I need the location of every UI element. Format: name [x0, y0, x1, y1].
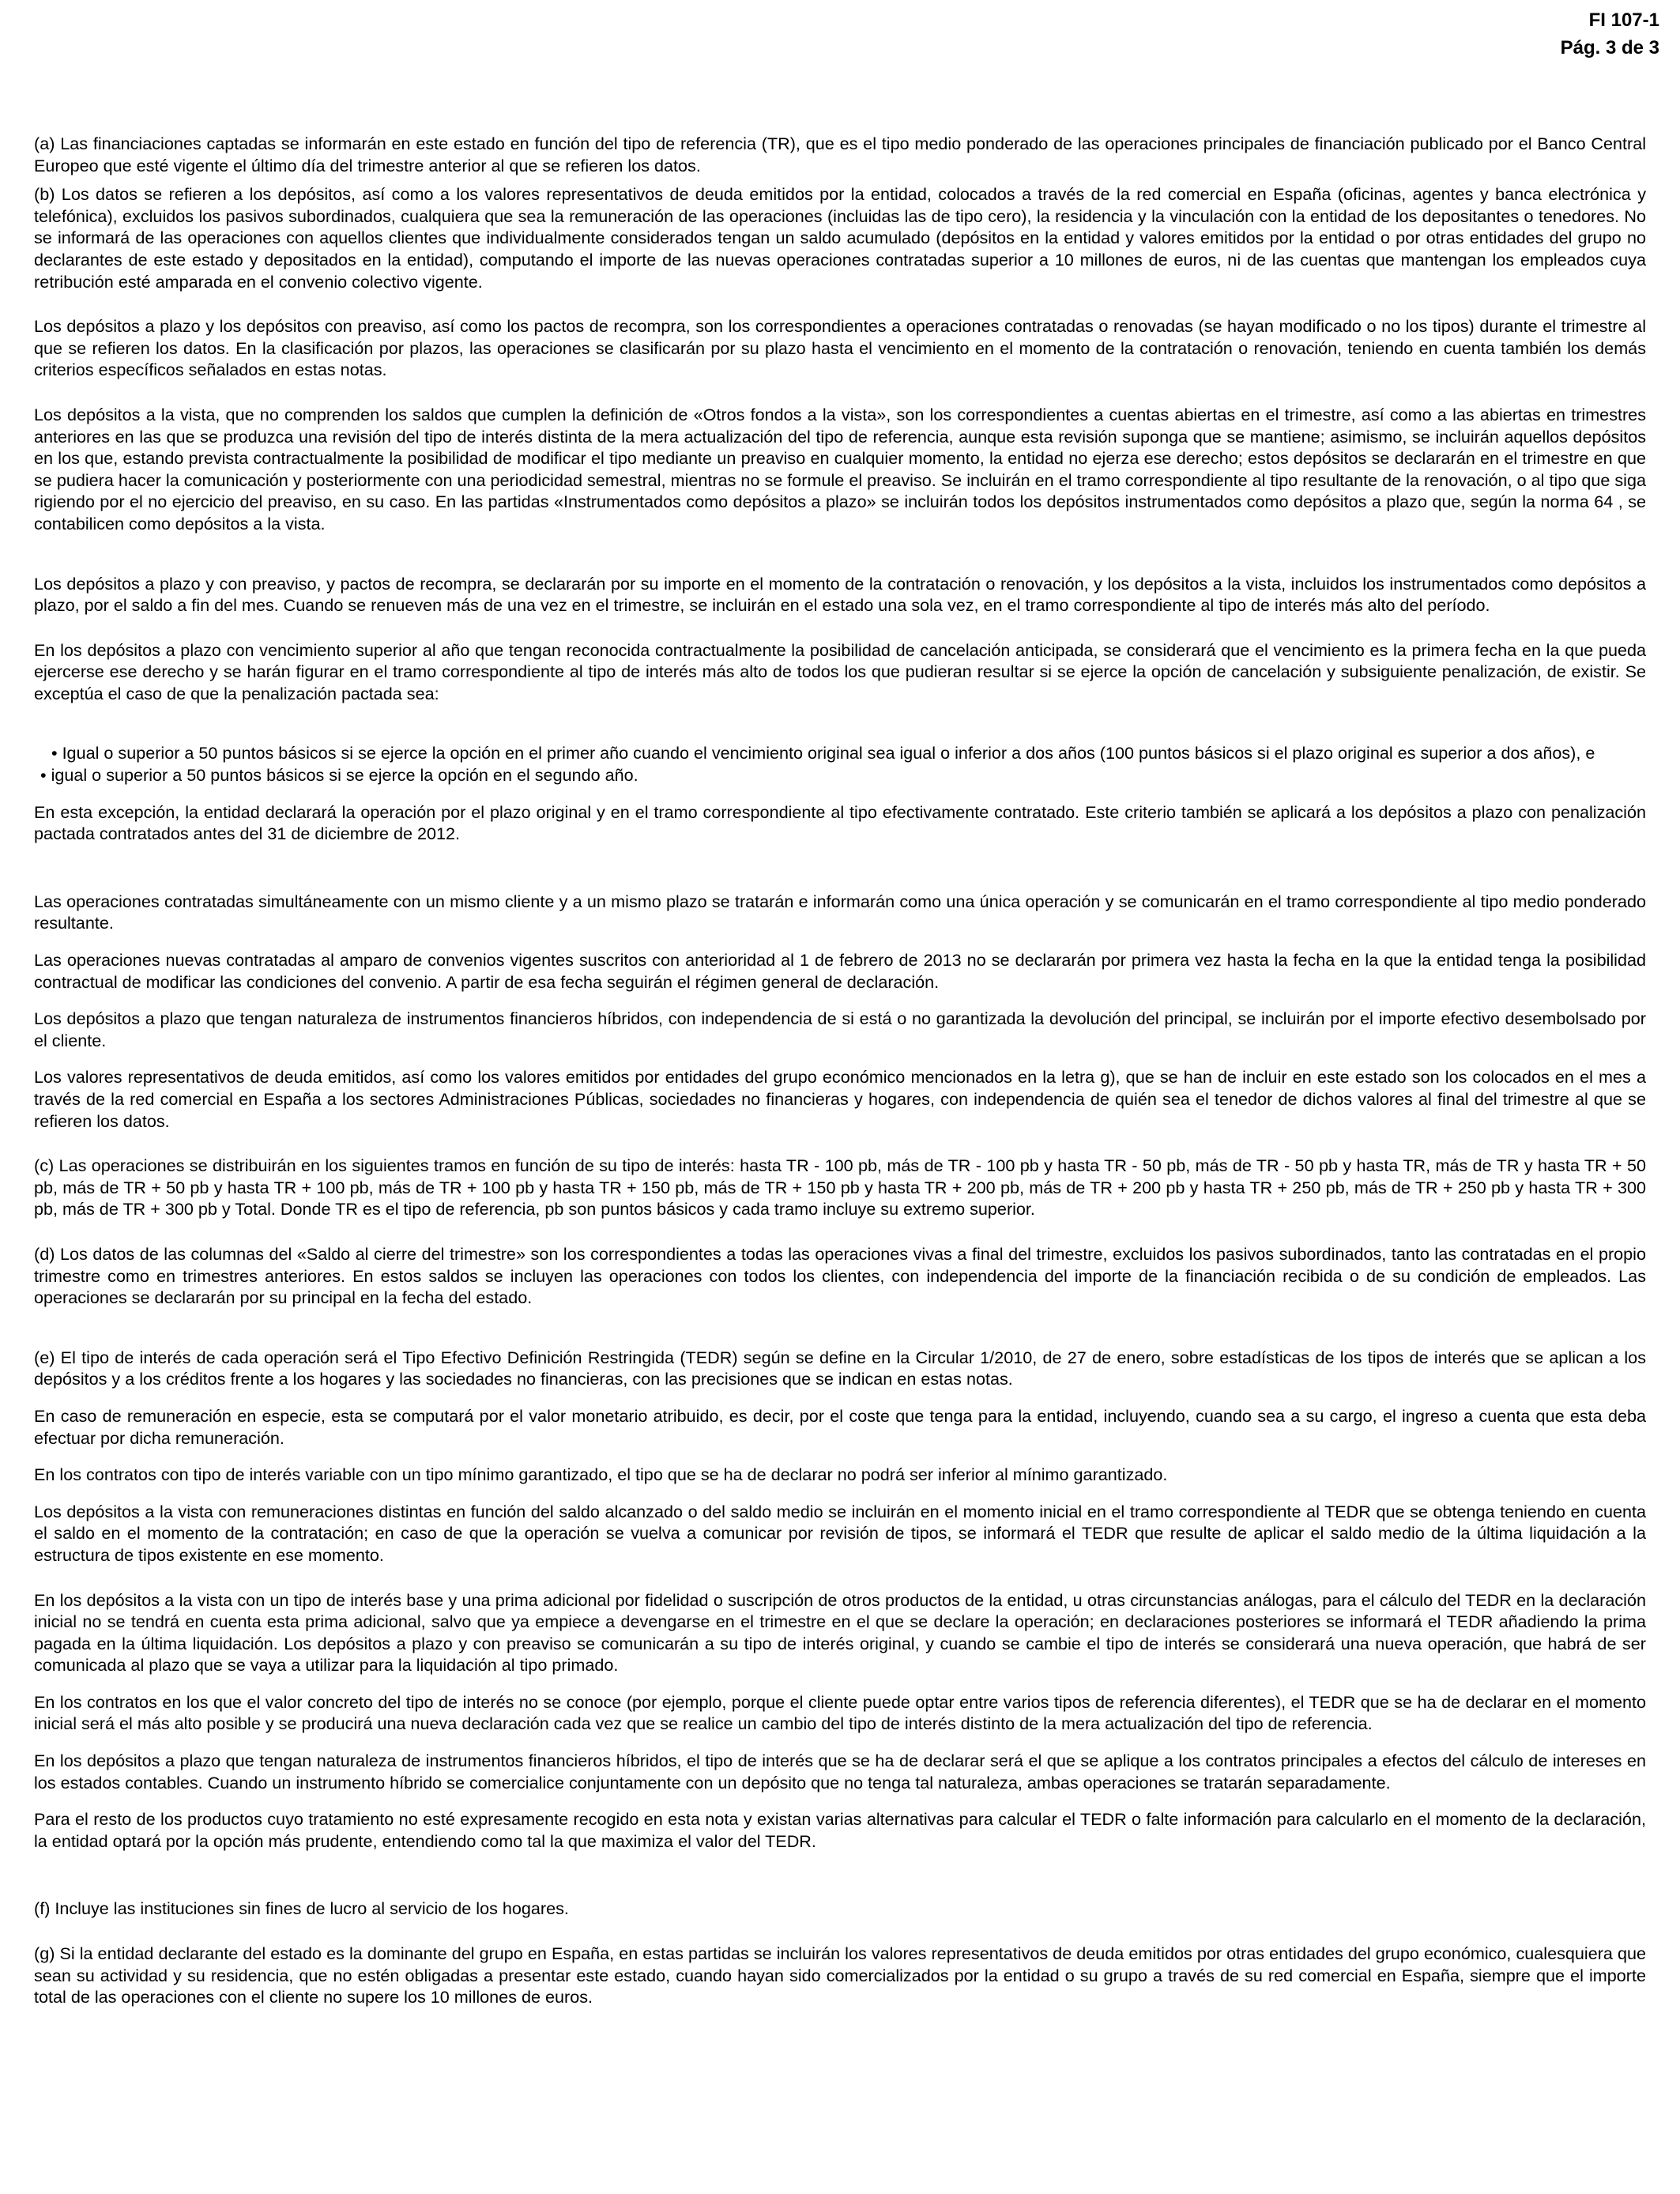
note-b-agreements: Las operaciones nuevas contratadas al amparo de convenios vigentes suscritos con anterioridad al 1 de febrero de 2013 no se declararán por primera vez hasta la fecha en la que la entidad tenga la posibilidad contractual de modificar las condiciones del convenio. A partir de esa fecha seguirán el régimen general de declaración. — [34, 950, 1646, 992]
note-f: (f) Incluye las instituciones sin fines de lucro al servicio de los hogares. — [34, 1898, 569, 1919]
note-c: (c) Las operaciones se distribuirán en los siguientes tramos en función de su tipo de interés: hasta TR - 100 pb, más de TR - 100 pb y hasta TR - 50 pb, más de TR - 50 pb y hasta TR, más de TR y hasta TR + 50 pb, más de TR + 50 pb y hasta TR + 100 pb, más de TR + 100 pb y hasta TR + 150 pb, más de TR + 150 pb y hasta TR + 200 pb, más de TR + 200 pb y hasta TR + 250 pb, más de TR + 250 pb y hasta TR + 300 pb, más de TR + 300 pb y Total. Donde TR es el tipo de referencia, pb son puntos básicos y cada tramo incluye su extremo superior. — [34, 1155, 1646, 1220]
note-b-debt-securities: Los valores representativos de deuda emitidos, así como los valores emitidos por entidades del grupo económico mencionados en la letra g), que se han de incluir en este estado son los colocados en el mes a través de la red comercial en España a los sectores Administraciones Públicas, sociedades no financieras y hogares, con independencia de quién sea el tenedor de dichos valores al final del trimestre al que se refieren los datos. — [34, 1067, 1646, 1131]
notes-body — [34, 133, 1646, 2008]
note-e-hybrid-rate: En los depósitos a plazo que tengan naturaleza de instrumentos financieros híbridos, el tipo de interés que se ha de declarar será el que se aplique a los contratos principales a efectos del cálculo de intereses en los estados contables. Cuando un instrumento híbrido se comercialice conjuntamente con un depósito que no tenga tal naturaleza, ambas operaciones se tratarán separadamente. — [34, 1751, 1646, 1793]
note-b-sight-deposits: Los depósitos a la vista, que no comprenden los saldos que cumplen la definición de «Otros fondos a la vista», son los correspondientes a cuentas abiertas en el trimestre, así como a las abiertas en trimestres anteriores en las que se produzca una revisión del tipo de interés distinta de la mera actualización del tipo de referencia, aunque esta revisión suponga que se mantiene; asimismo, se incluirán aquellos depósitos en los que, estando prevista contractualmente la posibilidad de modificar el tipo mediante un preaviso en cualquier momento, la entidad no ejerza ese derecho; estos depósitos se declararán en el trimestre en que se pudiera hacer la comunicación y posteriormente con una periodicidad semestral, mientras no se formule el preaviso. Se incluirán en el tramo correspondiente al tipo resultante de la renovación, o al tipo que siga rigiendo por el no ejercicio del preaviso, en su caso. En las partidas «Instrumentados como depósitos a plazo» se incluirán todos los depósitos instrumentados como depósitos a plazo que, según la norma 64 , se contabilicen como depósitos a la vista. — [34, 404, 1646, 533]
page-number: Pág. 3 de 3 — [1560, 37, 1659, 58]
note-g: (g) Si la entidad declarante del estado es la dominante del grupo en España, en estas partidas se incluirán los valores representativos de deuda emitidos por otras entidades del grupo económico, cualesquiera que sean su actividad y su residencia, que no estén obligadas a presentar este estado, cuando hayan sido comercializados por la entidad o su grupo a través de su red comercial en España, siempre que el importe total de las operaciones con el cliente no supere los 10 millones de euros. — [34, 1943, 1646, 2007]
note-b-early-cancellation: En los depósitos a plazo con vencimiento superior al año que tengan reconocida contractualmente la posibilidad de cancelación anticipada, se considerará que el vencimiento es la primera fecha en la que pueda ejercerse ese derecho y se harán figurar en el tramo correspondiente al tipo de interés más alto de todos los que pudieran resultar si se ejerce la opción de cancelación y subsiguiente penalización, de existir. Se exceptúa el caso de que la penalización pactada sea: — [34, 639, 1646, 703]
note-e-balance-rates: Los depósitos a la vista con remuneraciones distintas en función del saldo alcanzado o del saldo medio se incluirán en el momento inicial en el tramo correspondiente al TEDR que se obtenga teniendo en cuenta el saldo en el momento de la contratación; en caso de que la operación se vuelva a comunicar por revisión de tipos, se informará el TEDR que resulte de aplicar el saldo medio de la última liquidación a la estructura de tipos existente en ese momento. — [34, 1501, 1646, 1565]
note-b-amounts: Los depósitos a plazo y con preaviso, y pactos de recompra, se declararán por su importe en el momento de la contratación o renovación, y los depósitos a la vista, incluidos los instrumentados como depósitos a plazo, por el saldo a fin del mes. Cuando se renueven más de una vez en el trimestre, se incluirán en el estado una sola vez, en el tramo correspondiente al tipo de interés más alto del período. — [34, 573, 1646, 616]
note-e-loyalty-premium: En los depósitos a la vista con un tipo de interés base y una prima adicional por fidelidad o suscripción de otros productos de la entidad, u otras circunstancias análogas, para el cálculo del TEDR en la declaración inicial no se tendrá en cuenta esta prima adicional, salvo que ya empiece a devengarse en el trimestre en el que se declare la operación; en declaraciones posteriores se informará el TEDR añadiendo la prima pagada en la última liquidación. Los depósitos a plazo y con preaviso se comunicarán a su tipo de interés original, y cuando se cambie el tipo de interés se considerará una nueva operación, que habrá de ser comunicada al plazo que se vaya a utilizar para la liquidación al tipo primado. — [34, 1589, 1646, 1676]
form-code: FI 107-1 — [1588, 9, 1659, 31]
note-e-unknown-rate: En los contratos en los que el valor concreto del tipo de interés no se conoce (por ejemplo, porque el cliente puede optar entre varios tipos de referencia diferentes), el TEDR que se ha de declarar en el momento inicial será el más alto posible y se producirá una nueva declaración cada vez que se realice un cambio del tipo de interés distinto de la mera actualización del tipo de referencia. — [34, 1691, 1646, 1734]
exception-list — [34, 742, 1646, 786]
exception-item: • igual o superior a 50 puntos básicos si se ejerce la opción en el segundo año. — [34, 764, 1646, 786]
exception-item: • Igual o superior a 50 puntos básicos si se ejerce la opción en el primer año cuando el vencimiento original sea igual o inferior a dos años (100 puntos básicos si el plazo original es superior a dos años), e — [34, 742, 1646, 764]
note-a: (a) Las financiaciones captadas se informarán en este estado en función del tipo de referencia (TR), que es el tipo medio ponderado de las operaciones principales de financiación publicado por el Banco Central Europeo que esté vigente el último día del trimestre anterior al que se refieren los datos. — [34, 134, 1646, 175]
note-e-in-kind: En caso de remuneración en especie, esta se computará por el valor monetario atribuido, es decir, por el coste que tenga para la entidad, incluyendo, cuando sea a su cargo, el ingreso a cuenta que esta deba efectuar por dicha remuneración. — [34, 1405, 1646, 1448]
note-b-term-deposits: Los depósitos a plazo y los depósitos con preaviso, así como los pactos de recompra, son los correspondientes a operaciones contratadas o renovadas (se hayan modificado o no los tipos) durante el trimestre al que se refieren los datos. En la clasificación por plazos, las operaciones se clasificarán por su plazo hasta el vencimiento en el momento de la contratación o renovación, teniendo en cuenta también los demás criterios específicos señalados en estas notas. — [34, 316, 1646, 380]
note-e-other-products: Para el resto de los productos cuyo tratamiento no esté expresamente recogido en esta nota y existan varias alternativas para calcular el TEDR o falte información para calcularlo en el momento de la declaración, la entidad optará por la opción más prudente, entendiendo como tal la que maximiza el valor del TEDR. — [34, 1809, 1646, 1851]
page-header — [1561, 6, 1659, 62]
note-e-intro: (e) El tipo de interés de cada operación será el Tipo Efectivo Definición Restringida (TEDR) según se define en la Circular 1/2010, de 27 de enero, sobre estadísticas de los tipos de interés que se aplican a los depósitos y a los créditos frente a los hogares y las sociedades no financieras, con las precisiones que se indican en estas notas. — [34, 1347, 1646, 1389]
note-b-simultaneous: Las operaciones contratadas simultáneamente con un mismo cliente y a un mismo plazo se tratarán e informarán como una única operación y se comunicarán en el tramo correspondiente al tipo medio ponderado resultante. — [34, 891, 1646, 933]
note-b-hybrid: Los depósitos a plazo que tengan naturaleza de instrumentos financieros híbridos, con independencia de si está o no garantizada la devolución del principal, se incluirán por el importe efectivo desembolsado por el cliente. — [34, 1008, 1646, 1050]
note-e-minimum-rate: En los contratos con tipo de interés variable con un tipo mínimo garantizado, el tipo que se ha de declarar no podrá ser inferior al mínimo garantizado. — [34, 1465, 1168, 1485]
note-b-exception-detail: En esta excepción, la entidad declarará la operación por el plazo original y en el tramo correspondiente al tipo efectivamente contratado. Este criterio también se aplicará a los depósitos a plazo con penalización pactada contratados antes del 31 de diciembre de 2012. — [34, 801, 1646, 844]
note-b-intro: (b) Los datos se refieren a los depósitos, así como a los valores representativos de deuda emitidos por la entidad, colocados a través de la red comercial en España (oficinas, agentes y banca electrónica y telefónica), excluidos los pasivos subordinados, cualquiera que sea la remuneración de las operaciones (incluidas las de tipo cero), la residencia y la vinculación con la entidad de los depositantes o tenedores. No se informará de las operaciones con aquellos clientes que individualmente considerados tengan un saldo acumulado (depósitos en la entidad y valores emitidos por la entidad o por otras entidades del grupo no declarantes de este estado y depositados en la entidad), computando el importe de las nuevas operaciones contratadas superior a 10 millones de euros, ni de las cuentas que mantengan los empleados cuya retribución esté amparada en el convenio colectivo vigente. — [34, 184, 1646, 292]
note-d: (d) Los datos de las columnas del «Saldo al cierre del trimestre» son los correspondientes a todas las operaciones vivas a final del trimestre, excluidos los pasivos subordinados, tanto las contratadas en el propio trimestre como en trimestres anteriores. En estos saldos se incluyen las operaciones con todos los clientes, con independencia del importe de la financiación recibida o de su condición de empleados. Las operaciones se declararán por su principal en la fecha del estado. — [34, 1243, 1646, 1308]
